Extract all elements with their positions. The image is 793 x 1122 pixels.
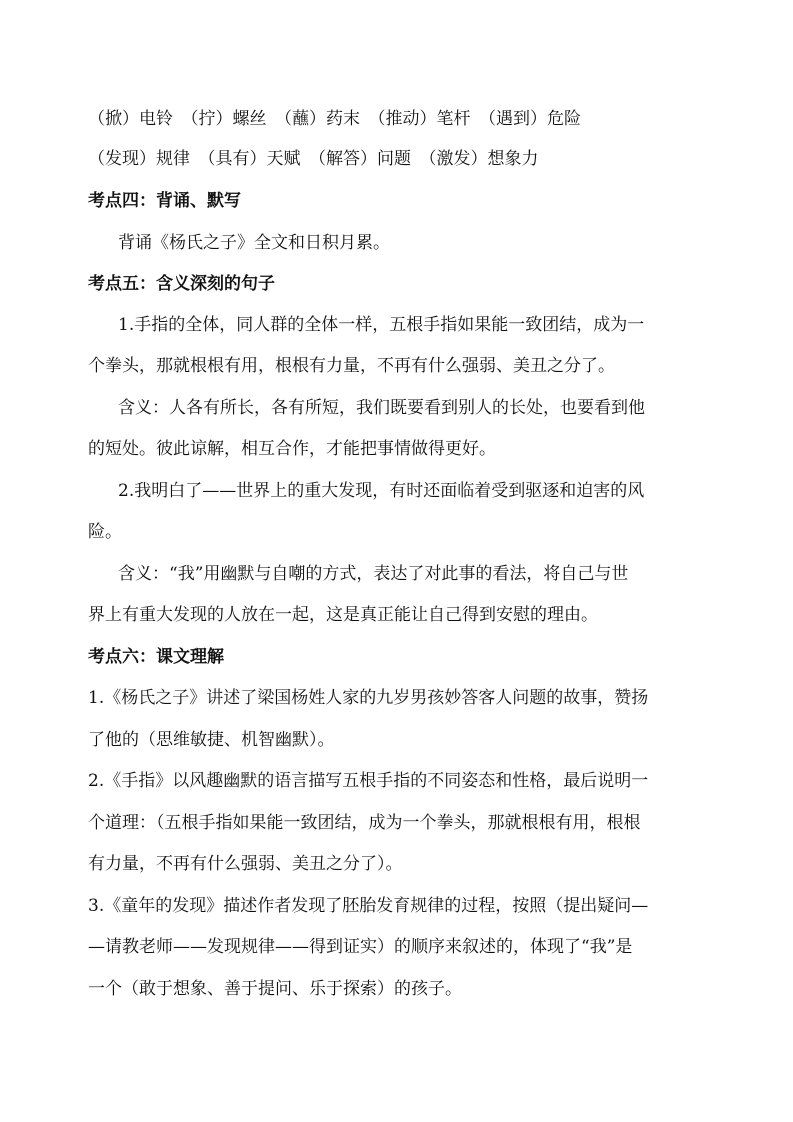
section-5-item-2-meaning-line-1: 含义：“我”用幽默与自嘲的方式，表达了对此事的看法，将自己与世	[118, 564, 629, 584]
section-5-heading: 考点五：含义深刻的句子	[88, 274, 275, 294]
section-6-item-2-line-1: 2.《手指》以风趣幽默的语言描写五根手指的不同姿态和性格，最后说明一	[88, 771, 649, 791]
section-5-item-2-line-1: 2.我明白了——世界上的重大发现，有时还面临着受到驱逐和迫害的风	[118, 481, 645, 501]
section-5-item-2-meaning-line-2: 界上有重大发现的人放在一起，这是真正能让自己得到安慰的理由。	[88, 605, 598, 625]
section-6-item-2-line-2: 个道理：（五根手指如果能一致团结，成为一个拳头，那就根根有用，根根	[88, 813, 641, 833]
section-6-heading: 考点六：课文理解	[88, 647, 224, 667]
section-6-item-3-line-3: 一个（敢于想象、善于提问、乐于探索）的孩子。	[88, 979, 462, 999]
section-6-item-2-line-3: 有力量，不再有什么强弱、美丑之分了）。	[88, 854, 403, 874]
section-6-item-3-line-1: 3.《童年的发现》描述作者发现了胚胎发育规律的过程，按照（提出疑问—	[88, 896, 649, 916]
section-5-item-1-line-2: 个拳头，那就根根有用，根根有力量，不再有什么强弱、美丑之分了。	[88, 356, 615, 376]
section-5-item-1-meaning-line-2: 的短处。彼此谅解，相互合作，才能把事情做得更好。	[88, 439, 496, 459]
section-6-item-1-line-2: 了他的（思维敏捷、机智幽默）。	[88, 730, 335, 750]
section-6-item-3-line-2: —请教老师——发现规律——得到证实）的顺序来叙述的，体现了“我”是	[88, 937, 633, 957]
section-4-text: 背诵《杨氏之子》全文和日积月累。	[118, 233, 390, 253]
section-5-item-1-meaning-line-1: 含义：人各有所长，各有所短，我们既要看到别人的长处，也要看到他	[118, 398, 645, 418]
section-5-item-1-line-1: 1.手指的全体，同人群的全体一样，五根手指如果能一致团结，成为一	[118, 315, 645, 335]
section-6-item-1-line-1: 1.《杨氏之子》讲述了梁国杨姓人家的九岁男孩妙答客人问题的故事，赞扬	[88, 688, 649, 708]
section-5-item-2-line-2: 险。	[88, 522, 122, 542]
vocab-row-2: （发现）规律 （具有）天赋 （解答）问题 （激发）想象力	[88, 149, 539, 169]
vocab-row-1: （掀）电铃 （拧）螺丝 （蘸）药末 （推动）笔杆 （遇到）危险	[88, 109, 581, 129]
section-4-heading: 考点四：背诵、默写	[88, 191, 241, 211]
